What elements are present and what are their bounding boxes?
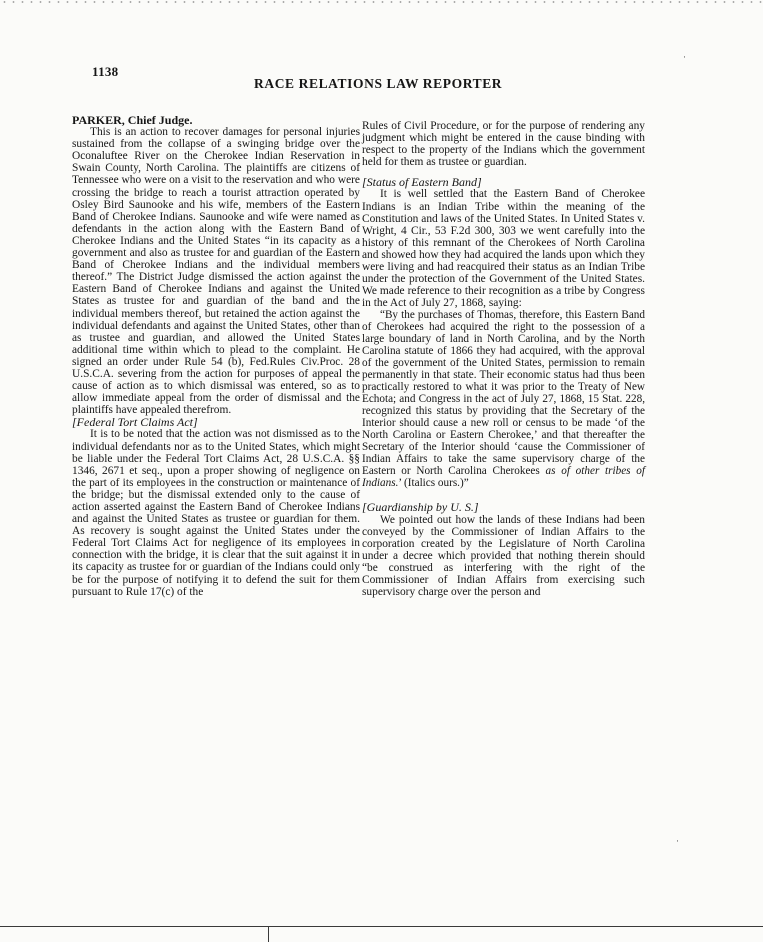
block-quote [362,309,645,489]
page-bottom-tick [268,926,269,942]
section-heading-status-eastern-band: [Status of Eastern Band] [362,175,482,190]
scan-top-edge [0,0,763,4]
section-heading-guardianship: [Guardianship by U. S.] [362,500,479,515]
quote-text: “By the purchases of Thomas, therefore, this Eastern Band of Cherokees had acquired the right to the possession of a large boundary of land in North Carolina, and by the North Carolina statute of 1866 they had acquired, with the approval of the government of the United States, permission to remain permanently in that state. Their economic status had thus been practically restored to what it was prior to the Treaty of New Echota; and Congress in the act of July 27, 1868, 15 Stat. 228, recognized this status by providing that the Secretary of the Interior should cause a new roll or census to be made ‘of the North Carolina or Eastern Cherokee,’ and that thereafter the Secretary of the Interior should ‘cause the Commissioner of Indian Affairs to take the same supervisory charge of the Eastern or North Carolina Cherokees [362,309,645,478]
opinion-paragraph-2: It is to be noted that the action was not dismissed as to the individual defendants nor as to the United States, which might be liable under the Federal Tort Claims Act, 28 U.S.C.A. §§ 1346, 2671 et seq., upon a proper showing of negligence on the part of its employees in the construction or maintenance of the bridge; but the dismissal extended only to the cause of action asserted against the Eastern Band of Cherokee Indians and against the United States as trustee or guardian for them. As recovery is sought against the United States under the Federal Tort Claims Act for negligence of its employees in connection with the bridge, it is clear that the suit against it in its capacity as trustee for or guardian of the Indians could only be for the purpose of notifying it to defend the suit for them pursuant to Rule 17(c) of the [72,428,360,598]
page-number: 1138 [92,64,119,79]
running-head: RACE RELATIONS LAW REPORTER [254,76,503,91]
page-bottom-rule [0,926,763,927]
quote-tail: ’ (Italics ours.)” [398,477,469,490]
opinion-paragraph-3: It is well settled that the Eastern Band of Cherokee Indians is an Indian Tribe within the meaning of the Constitution and laws of the United States. In United States v. Wright, 4 Cir., 53 F.2d 300, 303 we went carefully into the history of this remnant of the Cherokees of North Carolina and showed how they had acquired the lands upon which they were living and had reacquired their status as an Indian Tribe under the protection of the Government of the United States. We made reference to their recognition as a tribe by Congress in the Act of July 27, 1868, saying: [362,188,645,310]
scan-speck: · [676,836,679,846]
section-heading-federal-tort-claims: [Federal Tort Claims Act] [72,415,198,430]
scan-speck: · [683,52,686,62]
judge-line: PARKER, Chief Judge. [72,113,193,127]
opinion-paragraph-1: This is an action to recover damages for personal injuries sustained from the collapse of a swinging bridge over the Oconaluftee River on the Cherokee Indian Reservation in Swain County, North Carolina. The plaintiffs are citizens of Tennessee who were on a visit to the reservation and who were crossing the bridge to reach a tourist attraction operated by Osley Bird Saunooke and his wife, members of the Eastern Band of Cherokee Indians. Saunooke and wife were named as defendants in the action along with the Eastern Band of Cherokee Indians and the United States “in its capacity as a government and also as trustee for and guardian of the Eastern Band of Cherokee Indians and the individual members thereof.” The District Judge dismissed the action against the Eastern Band of Cherokee Indians and against the United States as trustee for and guardian of the band and the individual members thereof, but retained the action against the individual defendants and against the United States, other than as trustee and guardian, and allowed the United States additional time within which to plead to the complaint. He signed an order under Rule 54 (b), Fed.Rules Civ.Proc. 28 U.S.C.A. severing from the action for purposes of appeal the cause of action as to which dismissal was entered, so as to allow immediate appeal from the order of dismissal and the plaintiffs have appealed therefrom. [72,126,360,417]
opinion-paragraph-4: We pointed out how the lands of these Indians had been conveyed by the Commissioner of Indian Affairs to the corporation created by the Legislature of North Carolina under a decree which provided that nothing therein should “be construed as interfering with the right of the Commissioner of Indian Affairs from exercising such supervisory charge over the person and [362,513,645,599]
right-column [362,120,645,598]
left-column [72,114,360,598]
quote-italic-text: as of other tribes of Indians. [362,465,646,490]
opinion-paragraph-continued: Rules of Civil Procedure, or for the purpose of rendering any judgment which might be entered in the cause binding with respect to the property of the Indians which the government held for them as trustee or guardian. [362,120,645,169]
